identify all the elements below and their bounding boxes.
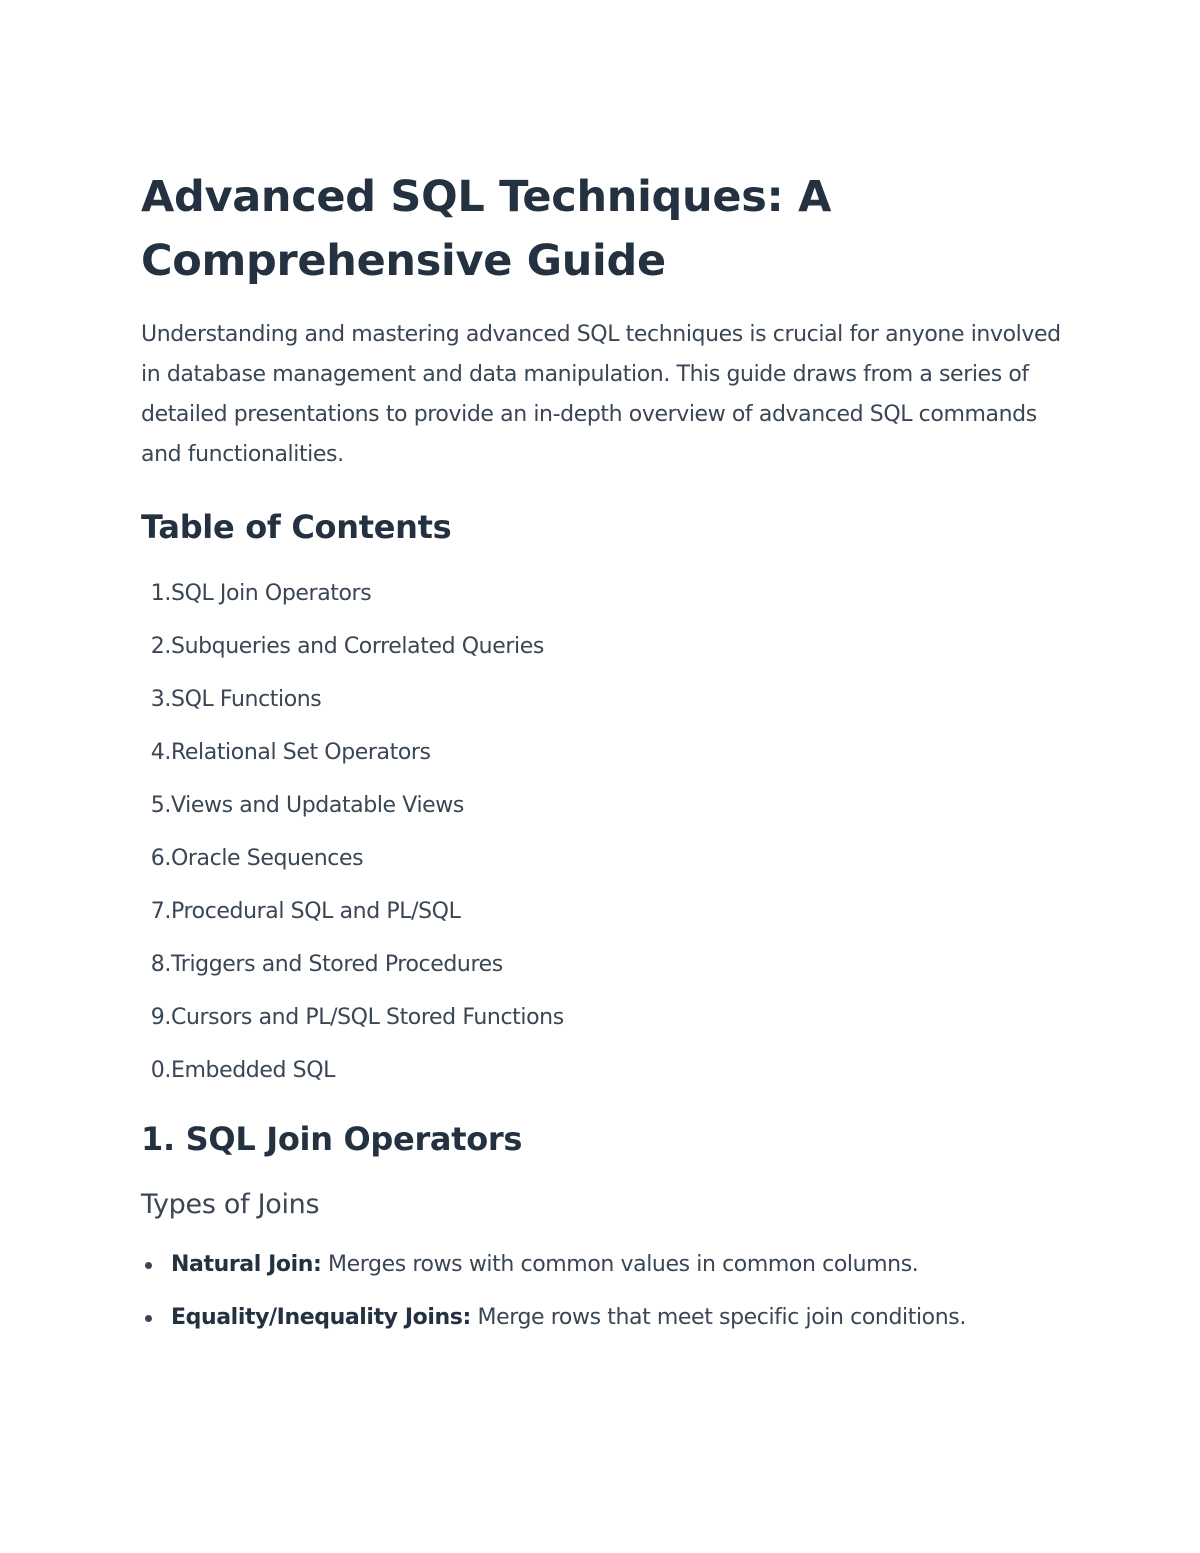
toc-item-number: 1.	[150, 581, 171, 606]
toc-item-label: Oracle Sequences	[171, 846, 364, 871]
document-page	[141, 165, 1071, 1351]
bullet-text: Merge rows that meet specific join conditions.	[470, 1305, 966, 1330]
toc-item-number: 6.	[150, 846, 171, 871]
toc-item[interactable]	[141, 726, 1071, 779]
toc-item-label: SQL Join Operators	[171, 581, 372, 606]
toc-item-label: Triggers and Stored Procedures	[171, 952, 503, 977]
subheading-types-of-joins: Types of Joins	[141, 1189, 320, 1220]
toc-heading: Table of Contents	[141, 508, 452, 546]
bullet-icon	[145, 1315, 152, 1322]
toc-item-label: Procedural SQL and PL/SQL	[171, 899, 461, 924]
list-item	[141, 1298, 1071, 1338]
toc-item-number: 9.	[150, 1005, 171, 1030]
toc-item[interactable]	[141, 620, 1071, 673]
join-types-list	[141, 1245, 1071, 1338]
bullet-term: Natural Join:	[171, 1252, 322, 1277]
toc-item-number: 4.	[150, 740, 171, 765]
toc-item-number: 5.	[150, 793, 171, 818]
section-heading-join-operators: 1. SQL Join Operators	[141, 1120, 523, 1158]
toc-item-label: Relational Set Operators	[171, 740, 431, 765]
toc-item[interactable]	[141, 779, 1071, 832]
list-item	[141, 1245, 1071, 1285]
toc-item-label: Cursors and PL/SQL Stored Functions	[171, 1005, 564, 1030]
bullet-text: Merges rows with common values in common columns.	[321, 1252, 919, 1277]
toc-item-label: SQL Functions	[171, 687, 322, 712]
toc-item[interactable]	[141, 832, 1071, 885]
table-of-contents	[141, 567, 1071, 1097]
toc-item-label: Views and Updatable Views	[171, 793, 464, 818]
toc-item[interactable]	[141, 938, 1071, 991]
bullet-icon	[145, 1262, 152, 1269]
toc-item-label: Embedded SQL	[171, 1058, 335, 1083]
bullet-term: Equality/Inequality Joins:	[171, 1305, 471, 1330]
toc-item[interactable]	[141, 567, 1071, 620]
intro-paragraph: Understanding and mastering advanced SQL techniques is crucial for anyone involved in database management and data manipulation. This guide draws from a series of detailed presentations to provide an in-depth overview of advanced SQL commands and functionalities.	[141, 322, 1061, 467]
toc-item-number: 7.	[150, 899, 171, 924]
toc-item-number: 3.	[150, 687, 171, 712]
document-title: Advanced SQL Techniques: A Comprehensive Guide	[141, 172, 832, 286]
toc-item-label: Subqueries and Correlated Queries	[171, 634, 544, 659]
toc-item[interactable]	[141, 673, 1071, 726]
toc-item-number: 2.	[150, 634, 171, 659]
toc-item[interactable]	[141, 885, 1071, 938]
toc-item[interactable]	[141, 1044, 1071, 1097]
toc-item-number: 0.	[150, 1058, 171, 1083]
toc-item-number: 8.	[150, 952, 171, 977]
toc-item[interactable]	[141, 991, 1071, 1044]
